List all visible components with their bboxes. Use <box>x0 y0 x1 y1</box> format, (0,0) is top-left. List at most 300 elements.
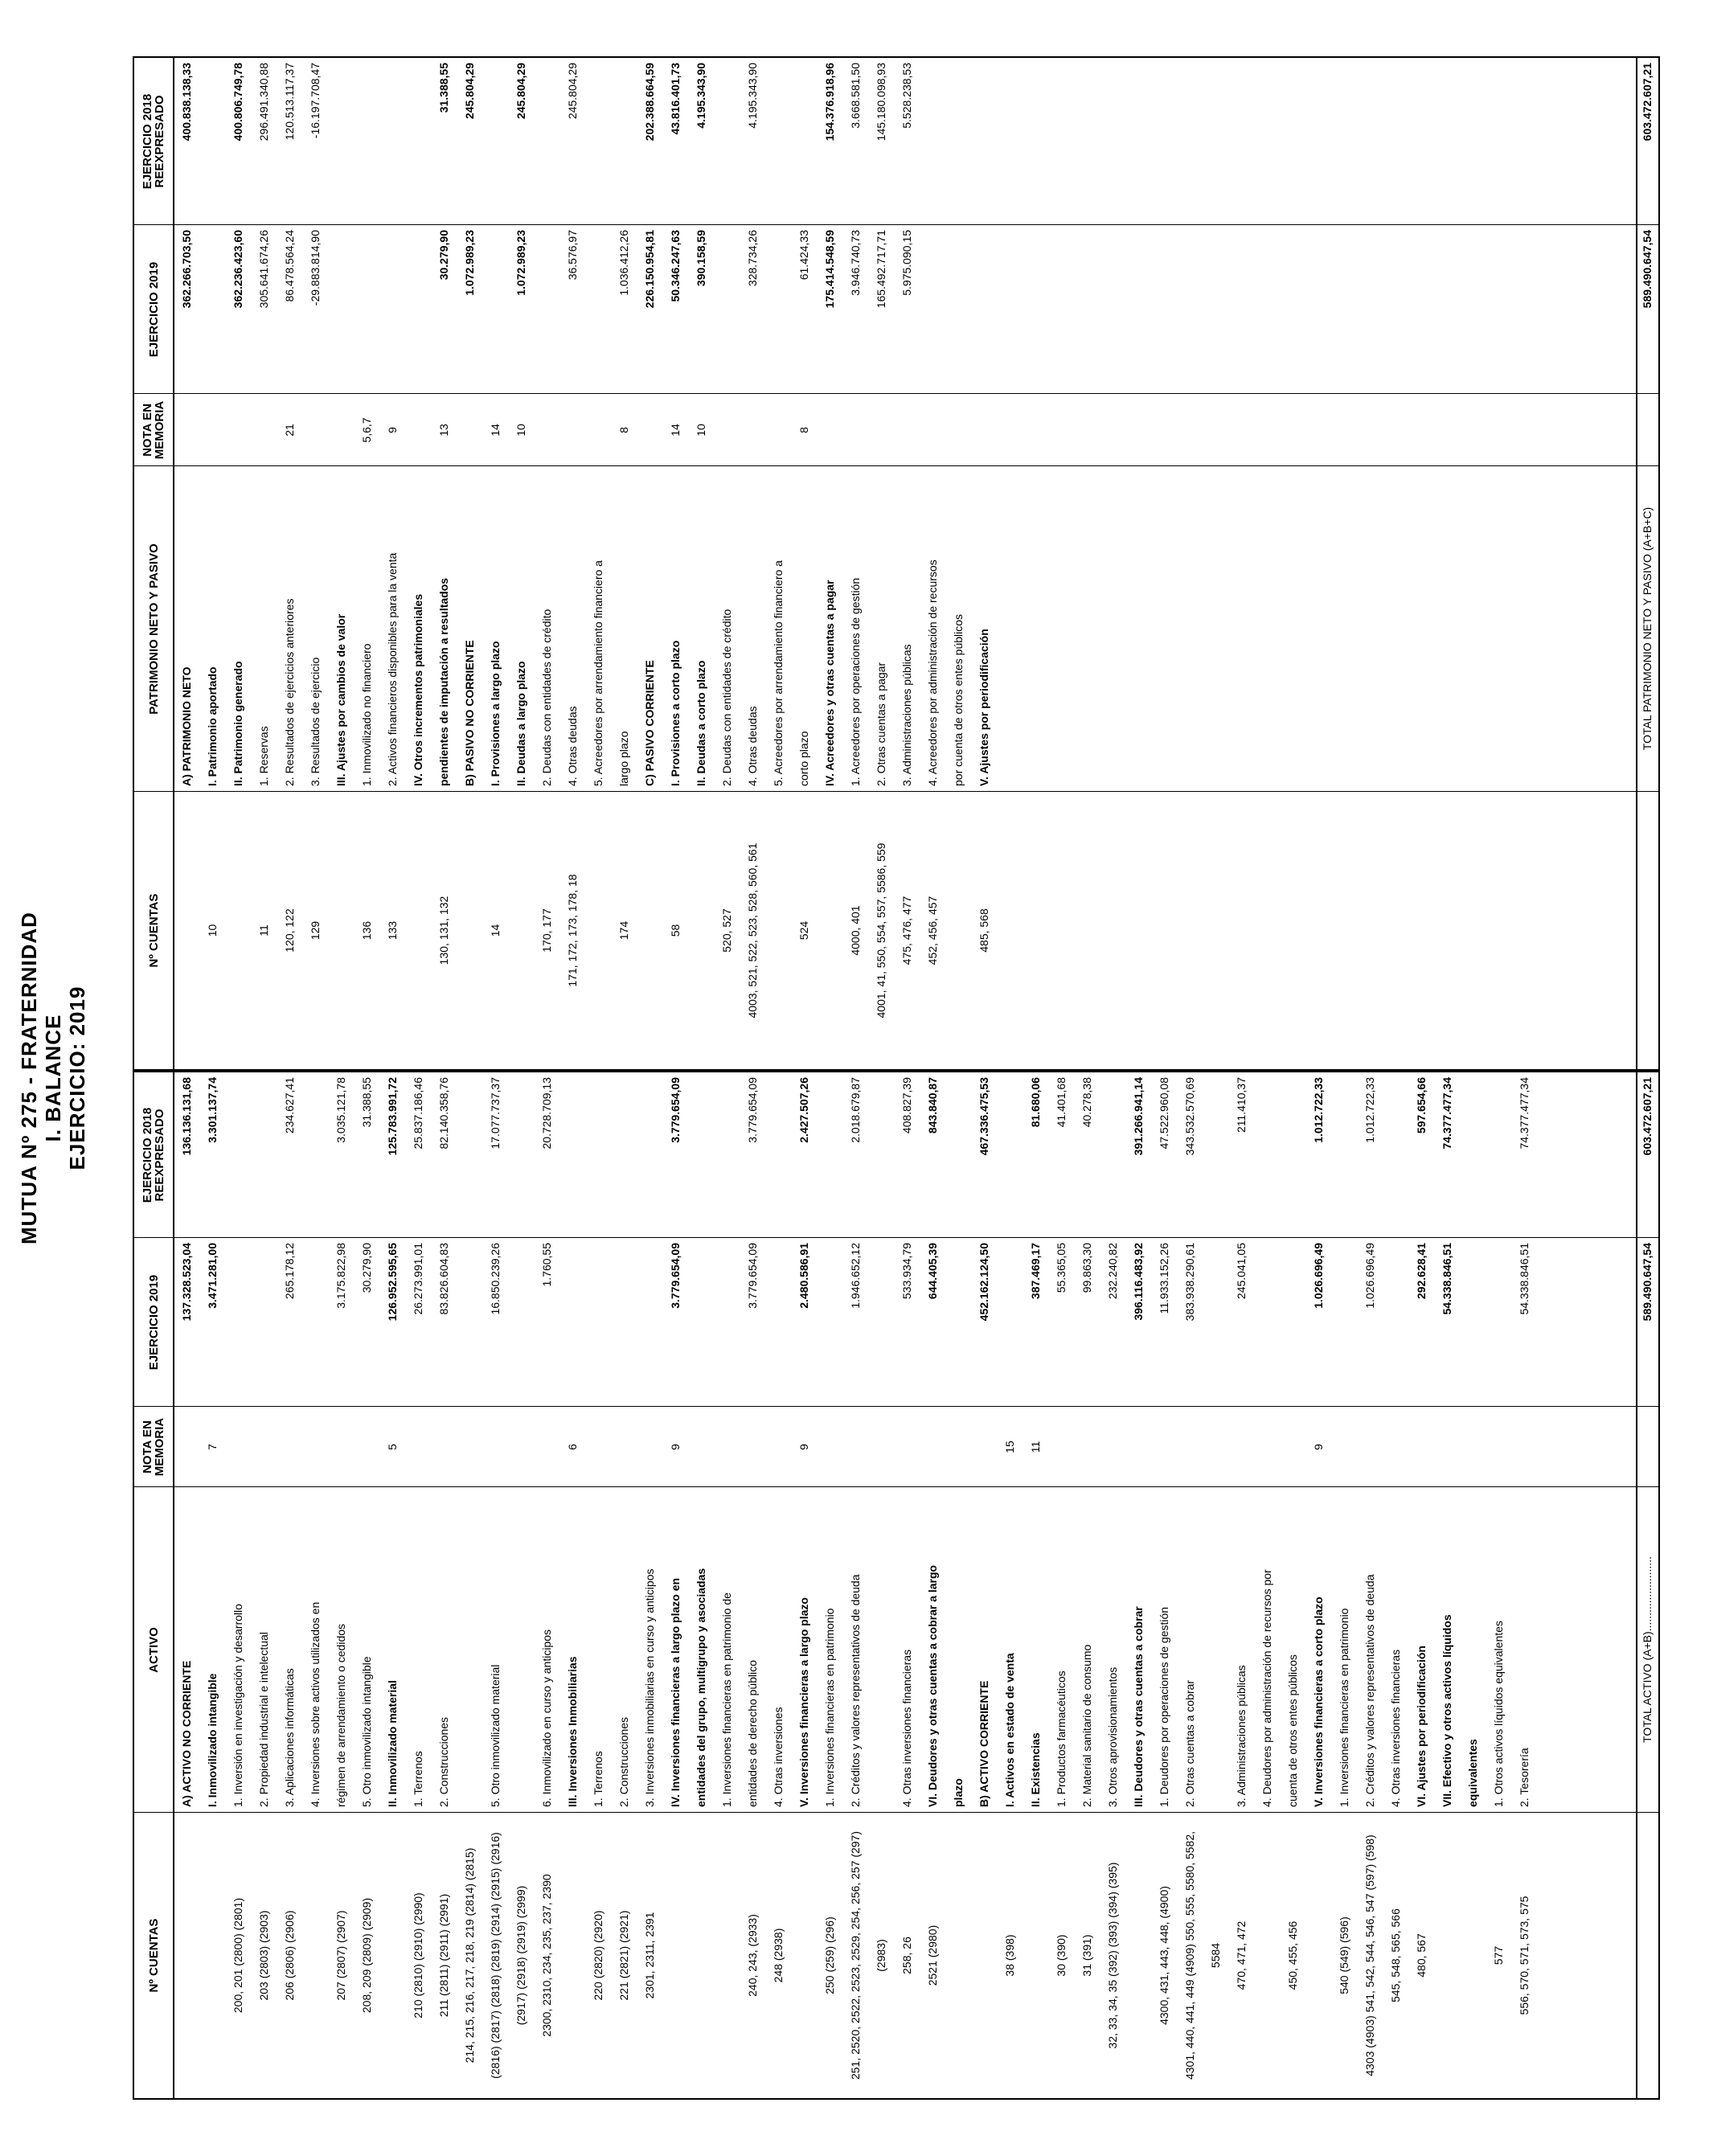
table-row <box>359 1072 374 2098</box>
value-2018-cell: 145.180.098,93 <box>875 63 887 141</box>
account-cell: 258, 26 <box>900 1937 913 1974</box>
account-cell: 208, 209 (2809) (2909) <box>360 1897 373 2014</box>
account-cell: 4301, 440, 441, 449 (4909) 550, 555, 5580, 5582, <box>1183 1830 1196 2080</box>
value-2018-cell: 154.376.918,96 <box>823 63 836 141</box>
account-cell: 540 (549) (596) <box>1338 1916 1350 1994</box>
concept-cell: C) PASIVO CORRIENTE <box>643 660 656 786</box>
concept-cell: 1. Reservas <box>257 726 270 786</box>
value-2018-cell: 234.627,41 <box>283 1077 296 1134</box>
value-2019-cell: 30.279,90 <box>437 230 450 281</box>
concept-cell: V. Inversiones financieras a corto plazo <box>1312 1597 1325 1807</box>
value-2018-cell: 467.336.475,53 <box>977 1077 990 1156</box>
value-2019-cell: 5.975.090,15 <box>900 230 913 296</box>
table-row <box>334 58 348 1069</box>
concept-cell: 2. Resultados de ejercicios anteriores <box>283 598 296 786</box>
table-row <box>900 1072 914 2098</box>
note-cell: 8 <box>617 427 630 433</box>
value-2018-cell: 4.195.343,90 <box>746 63 759 129</box>
value-2019-cell: 165.492.717,71 <box>875 230 887 309</box>
value-2019-cell: 644.405,39 <box>926 1243 939 1300</box>
account-cell: 203 (2803) (2903) <box>257 1910 270 2001</box>
account-cell: 545, 548, 565, 566 <box>1389 1908 1402 2002</box>
value-2019-cell: 36.576,97 <box>566 230 579 281</box>
concept-cell: 3. Aplicaciones informáticas <box>283 1668 296 1807</box>
table-row <box>1105 1072 1120 2098</box>
account-cell: 4300, 431, 443, 448, (4900) <box>1158 1886 1170 2025</box>
value-2018-cell: 343.532.570,69 <box>1183 1077 1196 1156</box>
concept-cell: 2. Créditos y valores representativos de deuda <box>849 1574 862 1807</box>
table-row <box>719 58 734 1069</box>
liability-total-2018: 603.472.607,21 <box>1641 63 1654 141</box>
header-concept: PATRIMONIO NETO Y PASIVO <box>146 543 161 715</box>
account-cell: 450, 455, 456 <box>1286 1920 1299 1990</box>
value-2018-cell: 843.840,87 <box>926 1077 939 1134</box>
concept-cell: 4. Otras deudas <box>746 706 759 786</box>
concept-cell: 1. Inversión en investigación y desarrollo <box>232 1604 244 1807</box>
table-row <box>231 58 245 1069</box>
value-2018-cell: 17.077.737,37 <box>489 1077 502 1150</box>
header-2018: EJERCICIO 2018 REEXPRESADO <box>141 93 166 190</box>
account-cell: 240, 243, (2933) <box>746 1914 759 1997</box>
table-row <box>1028 1072 1043 2098</box>
table-row <box>977 1072 991 2098</box>
table-row <box>745 1072 760 2098</box>
header-note: NOTA EN MEMORIA <box>141 400 166 460</box>
concept-cell: plazo <box>952 1778 965 1807</box>
table-row <box>462 1072 477 2098</box>
table-row <box>205 1072 219 2098</box>
table-row <box>771 1072 785 2098</box>
account-cell: 577 <box>1492 1945 1505 1965</box>
value-2019-cell: 3.946.740,73 <box>849 230 862 296</box>
value-2018-cell: 4.195.343,90 <box>695 63 707 129</box>
concept-cell: 2. Deudas con entidades de crédito <box>720 609 733 786</box>
value-2018-cell: 202.388.664,59 <box>643 63 656 141</box>
concept-cell: pendientes de imputación a resultados <box>437 577 450 786</box>
table-row <box>1363 1072 1377 2098</box>
report-title: MUTUA Nº 275 - FRATERNIDAD <box>17 912 41 1244</box>
header-accounts: Nº CUENTAS <box>146 893 161 968</box>
table-row <box>951 1072 965 2098</box>
note-cell: 5,6,7 <box>360 417 373 443</box>
value-2019-cell: 1.026.696,49 <box>1312 1243 1325 1309</box>
table-row <box>745 58 760 1069</box>
table-row <box>565 58 580 1069</box>
value-2018-cell: 31.388,55 <box>437 63 450 113</box>
value-2018-cell: 31.388,55 <box>360 1077 373 1128</box>
header-concept: ACTIVO <box>146 1627 161 1673</box>
account-cell: 170, 177 <box>540 908 553 953</box>
value-2019-cell: 3.471.281,00 <box>206 1243 219 1309</box>
value-2018-cell: 136.136.131,68 <box>180 1077 193 1156</box>
table-row <box>1234 1072 1248 2098</box>
value-2018-cell: 43.816.401,73 <box>669 63 682 135</box>
table-row <box>1440 1072 1454 2098</box>
account-cell: 5584 <box>1209 1942 1222 1969</box>
value-2019-cell: 175.414.548,59 <box>823 230 836 309</box>
note-cell: 9 <box>669 1444 682 1450</box>
value-2018-cell: 2.427.507,26 <box>797 1077 810 1143</box>
note-cell: 21 <box>283 424 296 437</box>
table-row <box>1131 1072 1145 2098</box>
value-2019-cell: 1.072.989,23 <box>514 230 527 296</box>
table-row <box>565 1072 580 2098</box>
header-2018: EJERCICIO 2018 REEXPRESADO <box>141 1107 166 1203</box>
liability-total-2019: 589.490.647,54 <box>1641 230 1654 309</box>
concept-cell: 1. Otros activos líquidos equivalentes <box>1492 1621 1505 1807</box>
table-row <box>308 1072 322 2098</box>
account-cell: 30 (390) <box>1055 1934 1068 1977</box>
value-2019-cell: 54.338.846,51 <box>1518 1243 1531 1315</box>
value-2018-cell: 82.140.358,76 <box>437 1077 450 1150</box>
concept-cell: I. Activos en estado de venta <box>1003 1653 1016 1807</box>
asset-total-label: TOTAL ACTIVO (A+B)........................ <box>1641 1556 1654 1743</box>
concept-cell: IV. Acreedores y otras cuentas a pagar <box>823 580 836 786</box>
value-2019-cell: 86.478.564,24 <box>283 230 296 302</box>
account-cell: 4001, 41, 550, 554, 557, 5586, 559 <box>875 842 887 1019</box>
concept-cell: 1. Deudores por operaciones de gestión <box>1158 1606 1170 1807</box>
concept-cell: II. Inmovilizado material <box>386 1680 399 1807</box>
table-row <box>1491 1072 1506 2098</box>
value-2018-cell: 3.779.654,09 <box>669 1077 682 1143</box>
account-cell: (2983) <box>875 1939 887 1972</box>
concept-cell: 2. Créditos y valores representativos de deuda <box>1363 1574 1376 1807</box>
table-row <box>925 58 940 1069</box>
liability-total-label: TOTAL PATRIMONIO NETO Y PASIVO (A+B+C) <box>1641 506 1654 751</box>
value-2019-cell: 3.779.654,09 <box>746 1243 759 1309</box>
table-row <box>436 1072 451 2098</box>
value-2018-cell: 5.528.238,53 <box>900 63 913 129</box>
value-2019-cell: 245.041,05 <box>1235 1243 1248 1300</box>
asset-table-header <box>134 1072 174 2098</box>
table-row <box>822 58 837 1069</box>
header-2019: EJERCICIO 2019 <box>146 261 161 358</box>
account-cell: 524 <box>797 920 810 941</box>
concept-cell: B) PASIVO NO CORRIENTE <box>463 640 476 786</box>
value-2019-cell: 226.150.954,81 <box>643 230 656 309</box>
concept-cell: V. Inversiones financieras a largo plazo <box>797 1597 810 1807</box>
account-cell: 221 (2821) (2921) <box>617 1910 630 2001</box>
account-cell: 130, 131, 132 <box>437 896 450 965</box>
value-2019-cell: 11.933.152,26 <box>1158 1243 1170 1314</box>
value-2018-cell: -16.197.708,47 <box>309 63 322 139</box>
concept-cell: 3. Otros aprovisionamientos <box>1106 1666 1119 1807</box>
concept-cell: 2. Deudas con entidades de crédito <box>540 609 553 786</box>
note-cell: 6 <box>566 1444 579 1450</box>
concept-cell: I. Patrimonio aportado <box>206 666 219 786</box>
value-2019-cell: 1.036.412,26 <box>617 230 630 296</box>
value-2018-cell: 41.401,68 <box>1055 1077 1068 1128</box>
liability-table <box>133 56 1660 1071</box>
concept-cell: VI. Ajustes por periodificación <box>1415 1646 1428 1807</box>
table-row <box>848 58 863 1069</box>
value-2018-cell: 40.278,38 <box>1080 1077 1093 1128</box>
value-2018-cell: 391.266.941,14 <box>1132 1077 1145 1156</box>
table-row <box>411 58 425 1069</box>
table-row <box>1260 1072 1274 2098</box>
concept-cell: 2. Activos financieros disponibles para la venta <box>386 552 399 786</box>
account-cell: 174 <box>617 920 630 941</box>
table-row <box>1080 1072 1094 2098</box>
value-2019-cell: -29.883.814,90 <box>309 230 322 306</box>
table-row <box>874 1072 888 2098</box>
concept-cell: corto plazo <box>797 731 810 786</box>
note-cell: 7 <box>206 1444 219 1450</box>
concept-cell: 1. Inversiones financieras en patrimonio <box>1338 1608 1350 1807</box>
value-2019-cell: 390.158,59 <box>695 230 707 287</box>
value-2019-cell: 2.480.586,91 <box>797 1243 810 1309</box>
concept-cell: 6. Inmovilizado en curso y anticipos <box>540 1629 553 1807</box>
value-2018-cell: 245.804,29 <box>463 63 476 120</box>
table-row <box>256 1072 271 2098</box>
value-2018-cell: 120.513.117,37 <box>283 63 296 141</box>
account-cell: 207 (2807) (2907) <box>334 1910 347 2001</box>
account-cell: 14 <box>489 924 502 937</box>
account-cell: 2300, 2310, 234, 235, 237, 2390 <box>540 1874 553 2037</box>
table-row <box>1414 1072 1428 2098</box>
concept-cell: 3. Administraciones públicas <box>900 644 913 786</box>
note-cell: 14 <box>669 424 682 437</box>
table-row <box>1285 1072 1300 2098</box>
value-2019-cell: 1.072.989,23 <box>463 230 476 296</box>
table-row <box>668 58 682 1069</box>
table-row <box>591 1072 605 2098</box>
value-2018-cell: 3.301.137,74 <box>206 1077 219 1143</box>
value-2019-cell: 383.938.290,61 <box>1183 1243 1196 1322</box>
note-cell: 15 <box>1003 1441 1016 1453</box>
value-2019-cell: 362.266.703,50 <box>180 230 193 309</box>
table-row <box>1517 1072 1531 2098</box>
concept-cell: 4. Otras inversiones <box>772 1707 785 1807</box>
table-row <box>1337 1072 1351 2098</box>
concept-cell: 2. Material sanitario de consumo <box>1080 1644 1093 1807</box>
note-cell: 9 <box>1312 1444 1325 1450</box>
concept-cell: 3. Administraciones públicas <box>1235 1665 1248 1807</box>
value-2019-cell: 137.328.523,04 <box>180 1243 193 1322</box>
account-cell: 58 <box>669 924 682 937</box>
table-row <box>359 58 374 1069</box>
header-accounts: Nº CUENTAS <box>146 1918 161 1993</box>
account-cell: 31 (391) <box>1080 1934 1093 1977</box>
table-row <box>488 58 502 1069</box>
value-2019-cell: 292.628,41 <box>1415 1243 1428 1300</box>
table-row <box>1465 1072 1480 2098</box>
table-row <box>514 1072 528 2098</box>
value-2018-cell: 245.804,29 <box>514 63 527 120</box>
note-cell: 10 <box>514 424 527 437</box>
concept-cell: I. Inmovilizado intangible <box>206 1673 219 1807</box>
table-row <box>539 58 554 1069</box>
concept-cell: régimen de arrendamiento o cedidos <box>334 1623 347 1807</box>
table-row <box>488 1072 502 2098</box>
concept-cell: A) PATRIMONIO NETO <box>180 666 193 786</box>
account-cell: 210 (2810) (2910) (2990) <box>412 1892 424 2019</box>
concept-cell: largo plazo <box>617 731 630 786</box>
concept-cell: 3. Resultados de ejercicio <box>309 657 322 786</box>
table-row <box>256 58 271 1069</box>
account-cell: 10 <box>206 924 219 937</box>
value-2019-cell: 305.641.674,26 <box>257 230 270 309</box>
value-2019-cell: 1.946.652,12 <box>849 1243 862 1309</box>
concept-cell: III. Deudores y otras cuentas a cobrar <box>1132 1606 1145 1807</box>
table-row <box>1157 1072 1171 2098</box>
concept-cell: II. Existencias <box>1029 1732 1042 1807</box>
account-cell: 11 <box>257 924 270 937</box>
table-row <box>874 58 888 1069</box>
account-cell: 251, 2520, 2522, 2523, 2529, 254, 256, 257 (297) <box>849 1830 862 2080</box>
account-cell: 4003, 521, 522, 523, 528, 560, 561 <box>746 842 759 1019</box>
liability-total-row <box>1636 58 1658 1069</box>
value-2019-cell: 61.424,33 <box>797 230 810 281</box>
concept-cell: 4. Otras inversiones financieras <box>900 1649 913 1807</box>
value-2019-cell: 55.365,05 <box>1055 1243 1068 1293</box>
value-2018-cell: 81.680,06 <box>1029 1077 1042 1128</box>
table-row <box>719 1072 734 2098</box>
asset-total-2018: 603.472.607,21 <box>1641 1077 1654 1156</box>
account-cell: 171, 172, 173, 178, 18 <box>566 874 579 987</box>
note-cell: 10 <box>695 424 707 437</box>
account-cell: (2816) (2817) (2818) (2819) (2914) (2915) (2916) <box>489 1832 502 2079</box>
account-cell: 133 <box>386 920 399 941</box>
report-year: EJERCICIO: 2019 <box>65 986 89 1170</box>
table-row <box>617 58 631 1069</box>
table-row <box>797 1072 811 2098</box>
value-2018-cell: 211.410,37 <box>1235 1077 1248 1133</box>
table-row <box>334 1072 348 2098</box>
value-2018-cell: 1.012.722,33 <box>1363 1077 1376 1143</box>
concept-cell: V. Ajustes por periodificación <box>977 629 990 786</box>
table-row <box>977 58 991 1069</box>
account-cell: 211 (2811) (2911) (2991) <box>437 1893 450 2018</box>
value-2019-cell: 452.162.124,50 <box>977 1243 990 1322</box>
table-row <box>1311 1072 1326 2098</box>
value-2019-cell: 328.734,26 <box>746 230 759 287</box>
value-2019-cell: 1.026.696,49 <box>1363 1243 1376 1309</box>
concept-cell: 1. Inmovilizado no financiero <box>360 643 373 786</box>
concept-cell: III. Ajustes por cambios de valor <box>334 613 347 786</box>
value-2018-cell: 74.377.477,34 <box>1441 1077 1453 1150</box>
value-2018-cell: 3.779.654,09 <box>746 1077 759 1143</box>
concept-cell: II. Deudas a largo plazo <box>514 661 527 786</box>
table-row <box>205 58 219 1069</box>
asset-table <box>133 1071 1660 2100</box>
concept-cell: IV. Inversiones financieras a largo plazo en <box>669 1577 682 1807</box>
value-2018-cell: 74.377.477,34 <box>1518 1077 1531 1150</box>
account-cell: 120, 122 <box>283 908 296 953</box>
concept-cell: II. Deudas a corto plazo <box>695 660 707 786</box>
concept-cell: entidades del grupo, multigrupo y asociadas <box>695 1568 707 1807</box>
table-row <box>822 1072 837 2098</box>
concept-cell: 2. Otras cuentas a cobrar <box>1183 1680 1196 1807</box>
value-2018-cell: 47.522.960,08 <box>1158 1077 1170 1150</box>
value-2018-cell: 125.783.991,72 <box>386 1077 399 1156</box>
value-2019-cell: 54.338.846,51 <box>1441 1243 1453 1315</box>
concept-cell: B) ACTIVO CORRIENTE <box>977 1680 990 1807</box>
value-2018-cell: 1.012.722,33 <box>1312 1077 1325 1143</box>
concept-cell: A) ACTIVO NO CORRIENTE <box>180 1660 193 1807</box>
table-row <box>668 1072 682 2098</box>
value-2018-cell: 400.838.138,33 <box>180 63 193 141</box>
table-row <box>694 1072 708 2098</box>
account-cell: 475, 476, 477 <box>900 896 913 965</box>
account-cell: 2301, 2311, 2391 <box>643 1912 656 1999</box>
concept-cell: 2. Construcciones <box>617 1716 630 1807</box>
concept-cell: 4. Otras inversiones financieras <box>1389 1649 1402 1807</box>
concept-cell: I. Provisiones a corto plazo <box>669 640 682 786</box>
value-2018-cell: 400.806.749,78 <box>232 63 244 141</box>
concept-cell: 4. Inversiones sobre activos utilizados en <box>309 1601 322 1807</box>
concept-cell: 3. Inversiones inmobiliarias en curso y anticipos <box>643 1568 656 1807</box>
value-2018-cell: 2.018.679,87 <box>849 1077 862 1143</box>
concept-cell: 2. Propiedad industrial e intelectual <box>257 1632 270 1807</box>
concept-cell: 1. Terrenos <box>412 1751 424 1807</box>
value-2019-cell: 3.779.654,09 <box>669 1243 682 1309</box>
table-row <box>1208 1072 1223 2098</box>
value-2019-cell: 533.934,79 <box>900 1243 913 1300</box>
table-row <box>308 58 322 1069</box>
account-cell: 480, 567 <box>1415 1933 1428 1978</box>
value-2019-cell: 232.240,82 <box>1106 1243 1119 1300</box>
table-row <box>539 1072 554 2098</box>
table-row <box>951 58 965 1069</box>
value-2019-cell: 126.952.595,65 <box>386 1243 399 1322</box>
concept-cell: 5. Acreedores por arrendamiento financiero a <box>592 560 605 786</box>
value-2018-cell: 3.035.121,78 <box>334 1077 347 1143</box>
table-row <box>1054 1072 1068 2098</box>
value-2018-cell: 3.668.581,50 <box>849 63 862 129</box>
value-2019-cell: 16.850.239,26 <box>489 1243 502 1315</box>
account-cell: 4303 (4903) 541, 542, 544, 546, 547 (597) (598) <box>1363 1834 1376 2076</box>
note-cell: 8 <box>797 427 810 433</box>
concept-cell: 1. Productos farmacéuticos <box>1055 1670 1068 1807</box>
value-2018-cell: 245.804,29 <box>566 63 579 120</box>
concept-cell: entidades de derecho público <box>746 1660 759 1807</box>
note-cell: 11 <box>1029 1441 1042 1453</box>
table-row <box>1388 1072 1403 2098</box>
table-row <box>617 1072 631 2098</box>
concept-cell: 4. Deudores por administración de recursos por <box>1260 1569 1273 1807</box>
concept-cell: IV. Otros incrementos patrimoniales <box>412 593 424 786</box>
value-2019-cell: 99.863,30 <box>1080 1243 1093 1293</box>
value-2019-cell: 50.346.247,63 <box>669 230 682 302</box>
table-row <box>179 1072 194 2098</box>
table-row <box>1182 1072 1197 2098</box>
note-cell: 9 <box>797 1444 810 1450</box>
account-cell: 214, 215, 216, 217, 218, 219 (2814) (2815) <box>463 1847 476 2064</box>
account-cell: 2521 (2980) <box>926 1924 939 1986</box>
account-cell: 520, 527 <box>720 908 733 953</box>
table-row <box>385 1072 400 2098</box>
account-cell: 136 <box>360 920 373 941</box>
table-row <box>694 58 708 1069</box>
table-row <box>514 58 528 1069</box>
account-cell: 250 (259) (296) <box>823 1916 836 1994</box>
liability-table-header <box>134 58 174 1069</box>
table-row <box>900 58 914 1069</box>
concept-cell: 2. Construcciones <box>437 1716 450 1807</box>
header-note: NOTA EN MEMORIA <box>141 1417 166 1477</box>
account-cell: 220 (2820) (2920) <box>592 1910 605 2001</box>
value-2019-cell: 83.826.604,83 <box>437 1243 450 1315</box>
account-cell: 38 (398) <box>1003 1934 1016 1977</box>
table-row <box>436 58 451 1069</box>
value-2018-cell: 408.827,39 <box>900 1077 913 1134</box>
table-row <box>1002 1072 1017 2098</box>
concept-cell: 1. Inversiones financieras en patrimonio <box>823 1608 836 1807</box>
concept-cell: por cuenta de otros entes públicos <box>952 613 965 786</box>
concept-cell: 5. Otro inmovilizado material <box>489 1664 502 1807</box>
header-2019: EJERCICIO 2019 <box>146 1274 161 1371</box>
